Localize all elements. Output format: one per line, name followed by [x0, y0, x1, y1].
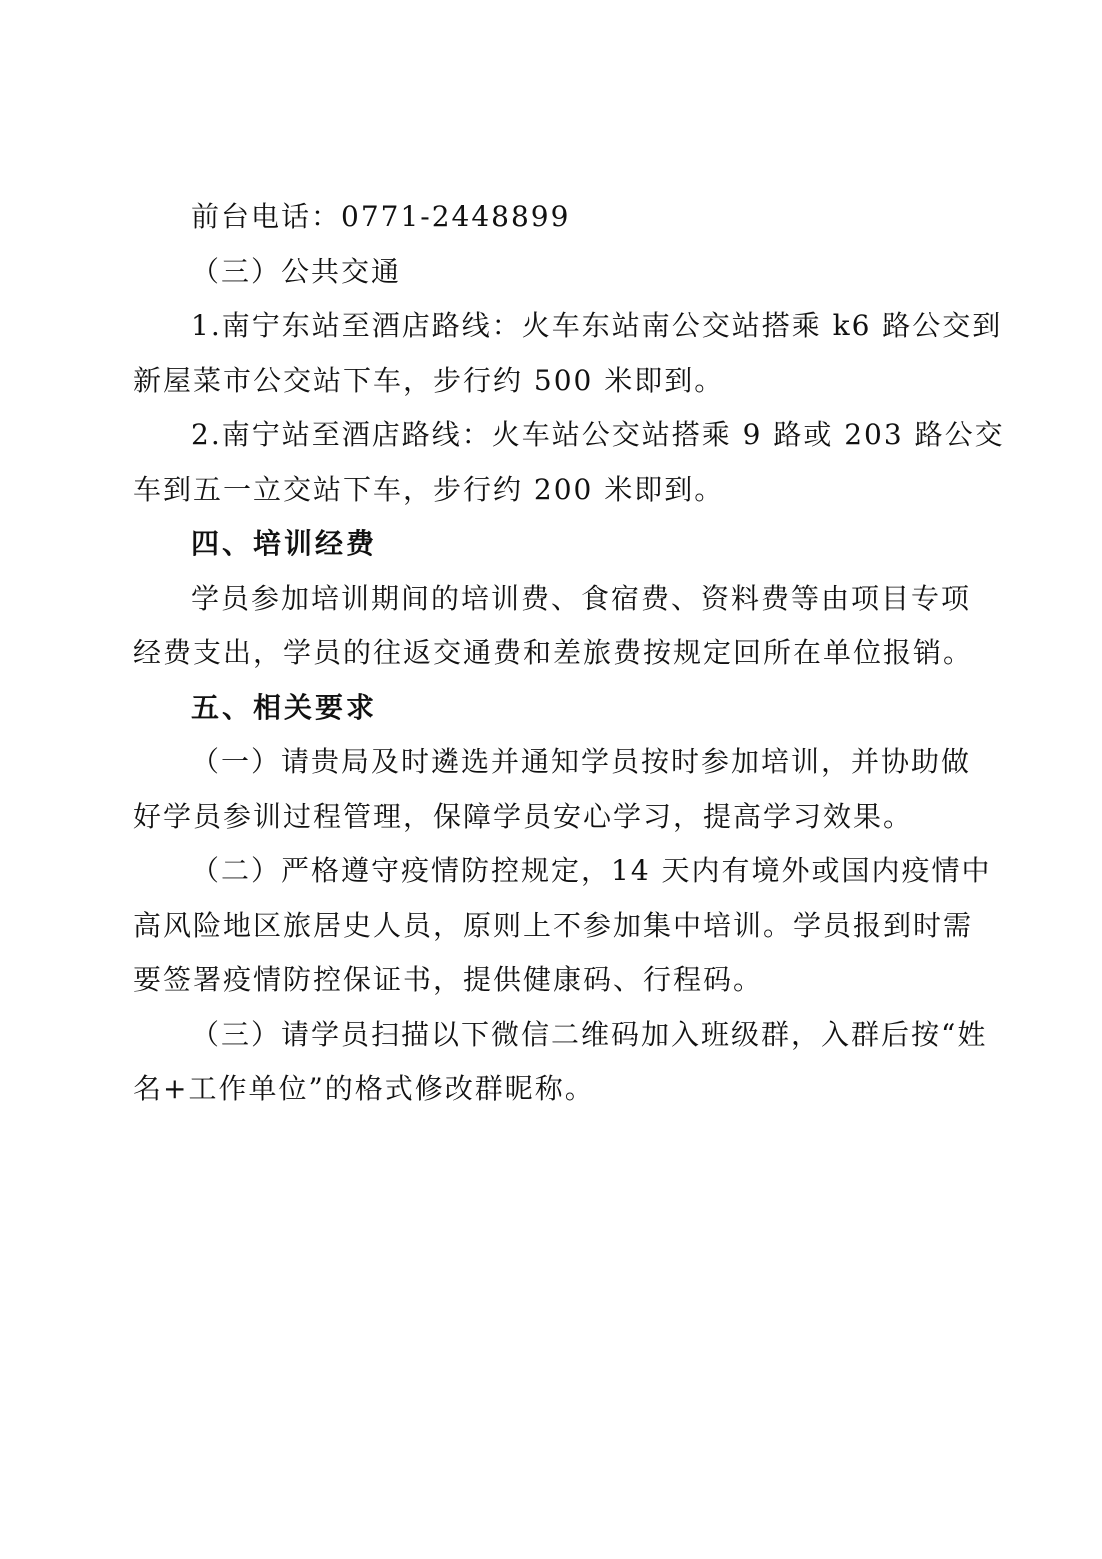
front-desk-phone: 前台电话：0771-2448899 — [191, 200, 571, 233]
fees-paragraph-line-1: 学员参加培训期间的培训费、食宿费、资料费等由项目专项 — [191, 581, 972, 615]
requirement-2-line-1: （二）严格遵守疫情防控规定，14 天内有境外或国内疫情中 — [191, 854, 992, 887]
requirement-1-line-2: 好学员参训过程管理，保障学员安心学习，提高学习效果。 — [133, 799, 914, 833]
route-east-station-line-2: 新屋菜市公交站下车，步行约 500 米即到。 — [133, 363, 725, 397]
route-east-station-line-1: 1.南宁东站至酒店路线：火车东站南公交站搭乘 k6 路公交到 — [191, 309, 1003, 342]
route-nanning-station-line-1: 2.南宁站至酒店路线：火车站公交站搭乘 9 路或 203 路公交 — [191, 418, 1005, 451]
requirement-2-line-2: 高风险地区旅居史人员，原则上不参加集中培训。学员报到时需 — [133, 908, 974, 942]
requirement-2-line-3: 要签署疫情防控保证书，提供健康码、行程码。 — [133, 963, 764, 996]
public-transport-subheading: （三）公共交通 — [191, 254, 402, 288]
requirement-1-line-1: （一）请贵局及时遴选并通知学员按时参加培训，并协助做 — [191, 745, 972, 778]
requirement-3-line-1: （三）请学员扫描以下微信二维码加入班级群，入群后按“姓 — [191, 1017, 988, 1051]
route-nanning-station-line-2: 车到五一立交站下车，步行约 200 米即到。 — [133, 472, 725, 506]
document-body — [133, 190, 1005, 1117]
section-heading-requirements: 五、相关要求 — [191, 690, 378, 724]
section-heading-fees: 四、培训经费 — [191, 527, 378, 560]
requirement-3-line-2: 名+工作单位”的格式修改群昵称。 — [133, 1072, 595, 1105]
fees-paragraph-line-2: 经费支出，学员的往返交通费和差旅费按规定回所在单位报销。 — [133, 636, 974, 669]
